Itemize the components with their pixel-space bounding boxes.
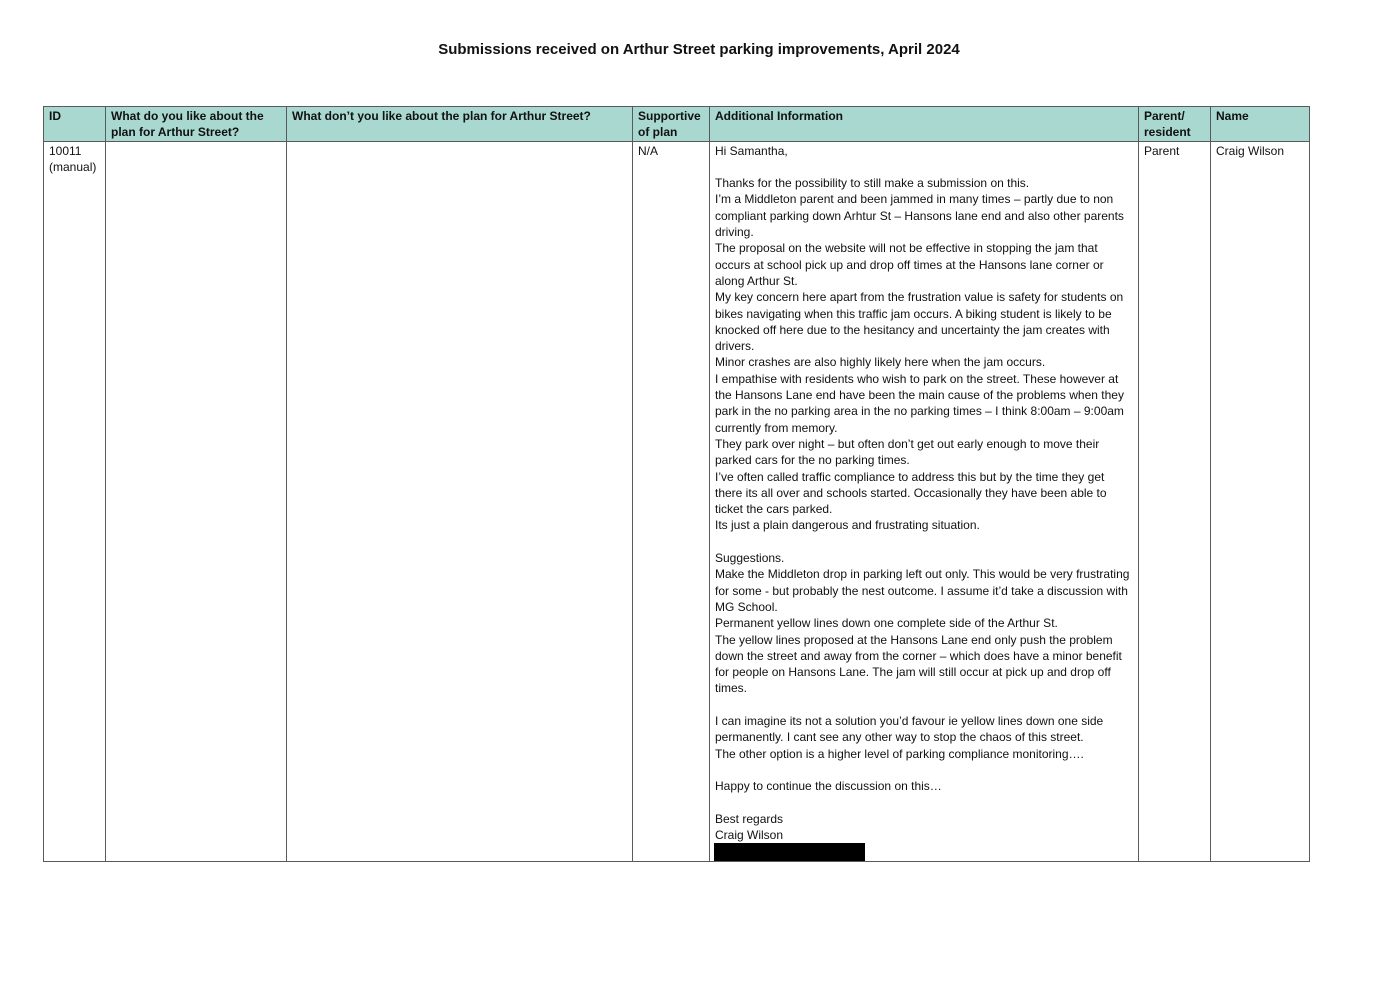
message-paragraph: I’ve often called traffic compliance to address this but by the time they get there its all over and schools started. Occasionally they have been able to ticket the cars parked.: [715, 469, 1107, 517]
message-paragraph: The proposal on the website will not be effective in stopping the jam that occurs at school pick up and drop off times at the Hansons lane corner or along Arthur St.: [715, 241, 1104, 288]
cell-id: 10011 (manual): [44, 141, 106, 862]
additional-information-text: [715, 143, 1133, 844]
message-paragraph: Thanks for the possibility to still make a submission on this.: [715, 176, 1030, 191]
message-paragraph: I can imagine its not a solution you’d favour ie yellow lines down one side permanently. I cant see any other way to stop the chaos of this street.: [715, 713, 1104, 745]
message-paragraph: Hi Samantha,: [715, 143, 788, 158]
cell-supportive: N/A: [633, 141, 710, 862]
page-title: Submissions received on Arthur Street parking improvements, April 2024: [438, 41, 960, 58]
blank-line: [715, 159, 1133, 175]
cell-dislike: [287, 141, 633, 862]
message-paragraph: Craig Wilson: [715, 828, 784, 843]
blank-line: [715, 534, 1133, 550]
message-paragraph: They park over night – but often don’t get out early enough to move their parked cars for the no parking times.: [715, 436, 1100, 468]
message-paragraph: Happy to continue the discussion on this…: [715, 779, 942, 794]
cell-name: Craig Wilson: [1211, 141, 1310, 862]
blank-line: [715, 762, 1133, 778]
cell-additional-information: [710, 141, 1139, 862]
blank-line: [715, 697, 1133, 713]
message-paragraph: Suggestions.: [715, 551, 785, 566]
cell-like: [106, 141, 287, 862]
message-paragraph: I empathise with residents who wish to park on the street. These however at the Hansons Lane end have been the main cause of the problems when they park in the no parking area in the no parking times – I think 8:00am – 9:00am currently from memory.: [715, 371, 1124, 435]
header-id: ID: [44, 107, 106, 142]
message-paragraph: Its just a plain dangerous and frustrating situation.: [715, 518, 980, 533]
header-additional-information: Additional Information: [710, 107, 1139, 142]
table-header-row: [44, 107, 1310, 142]
submissions-table: [43, 106, 1310, 862]
redaction-block: [714, 843, 865, 861]
message-paragraph: I’m a Middleton parent and been jammed in many times – partly due to non compliant parking down Arhtur St – Hansons lane end and also other parents driving.: [715, 192, 1124, 240]
message-paragraph: My key concern here apart from the frustration value is safety for students on bikes navigating when this traffic jam occurs. A biking student is likely to be knocked off here due to the hesitancy and uncertainty the jam creates with drivers.: [715, 290, 1124, 354]
cell-parent-resident: Parent: [1139, 141, 1211, 862]
header-name: Name: [1211, 107, 1310, 142]
header-supportive: Supportive of plan: [633, 107, 710, 142]
header-dislike: What don’t you like about the plan for Arthur Street?: [287, 107, 633, 142]
message-paragraph: Permanent yellow lines down one complete side of the Arthur St.: [715, 616, 1058, 631]
header-like: What do you like about the plan for Arthur Street?: [106, 107, 287, 142]
header-parent-resident: Parent/ resident: [1139, 107, 1211, 142]
message-paragraph: The other option is a higher level of parking compliance monitoring….: [715, 746, 1084, 761]
table-row: [44, 141, 1310, 862]
message-paragraph: Make the Middleton drop in parking left out only. This would be very frustrating for some - but probably the nest outcome. I assume it’d take a discussion with MG School.: [715, 567, 1130, 614]
message-paragraph: Best regards: [715, 811, 784, 826]
message-paragraph: The yellow lines proposed at the Hansons Lane end only push the problem down the street and away from the corner – which does have a minor benefit for people on Hansons Lane. The jam will still occur at pick up and drop off times.: [715, 632, 1122, 696]
message-paragraph: Minor crashes are also highly likely here when the jam occurs.: [715, 355, 1046, 370]
blank-line: [715, 794, 1133, 810]
